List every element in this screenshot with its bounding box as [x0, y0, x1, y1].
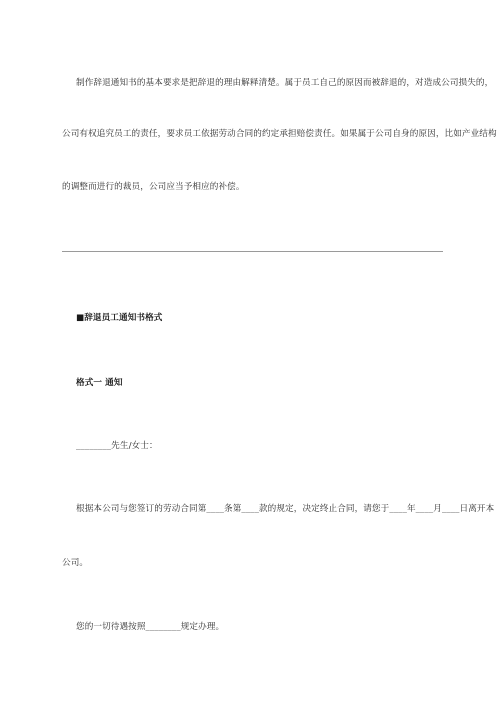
notice-body-line-1: 根据本公司与您签订的劳动合同第____条第____款的规定，决定终止合同，请您于____年____月____日离开本: [76, 504, 495, 514]
intro-paragraph-line-1: 制作辞退通知书的基本要求是把辞退的理由解释清楚。属于员工自己的原因而被辞退的，对造成公司损失的，: [76, 78, 494, 88]
section-divider: [62, 251, 443, 252]
notice-body-line-3: 您的一切待遇按照________规定办理。: [76, 622, 225, 632]
notice-body-line-2: 公司。: [62, 558, 89, 568]
salutation: ________先生/女士：: [76, 441, 158, 451]
intro-paragraph-line-2: 公司有权追究员工的责任，要求员工依据劳动合同的约定承担赔偿责任。如果属于公司自身的原因，比如产业结构: [62, 129, 497, 139]
intro-paragraph-line-3: 的调整而进行的裁员，公司应当予相应的补偿。: [62, 182, 245, 192]
section-heading: ■辞退员工通知书格式: [76, 313, 163, 323]
format-title: 格式一 通知: [76, 378, 123, 388]
